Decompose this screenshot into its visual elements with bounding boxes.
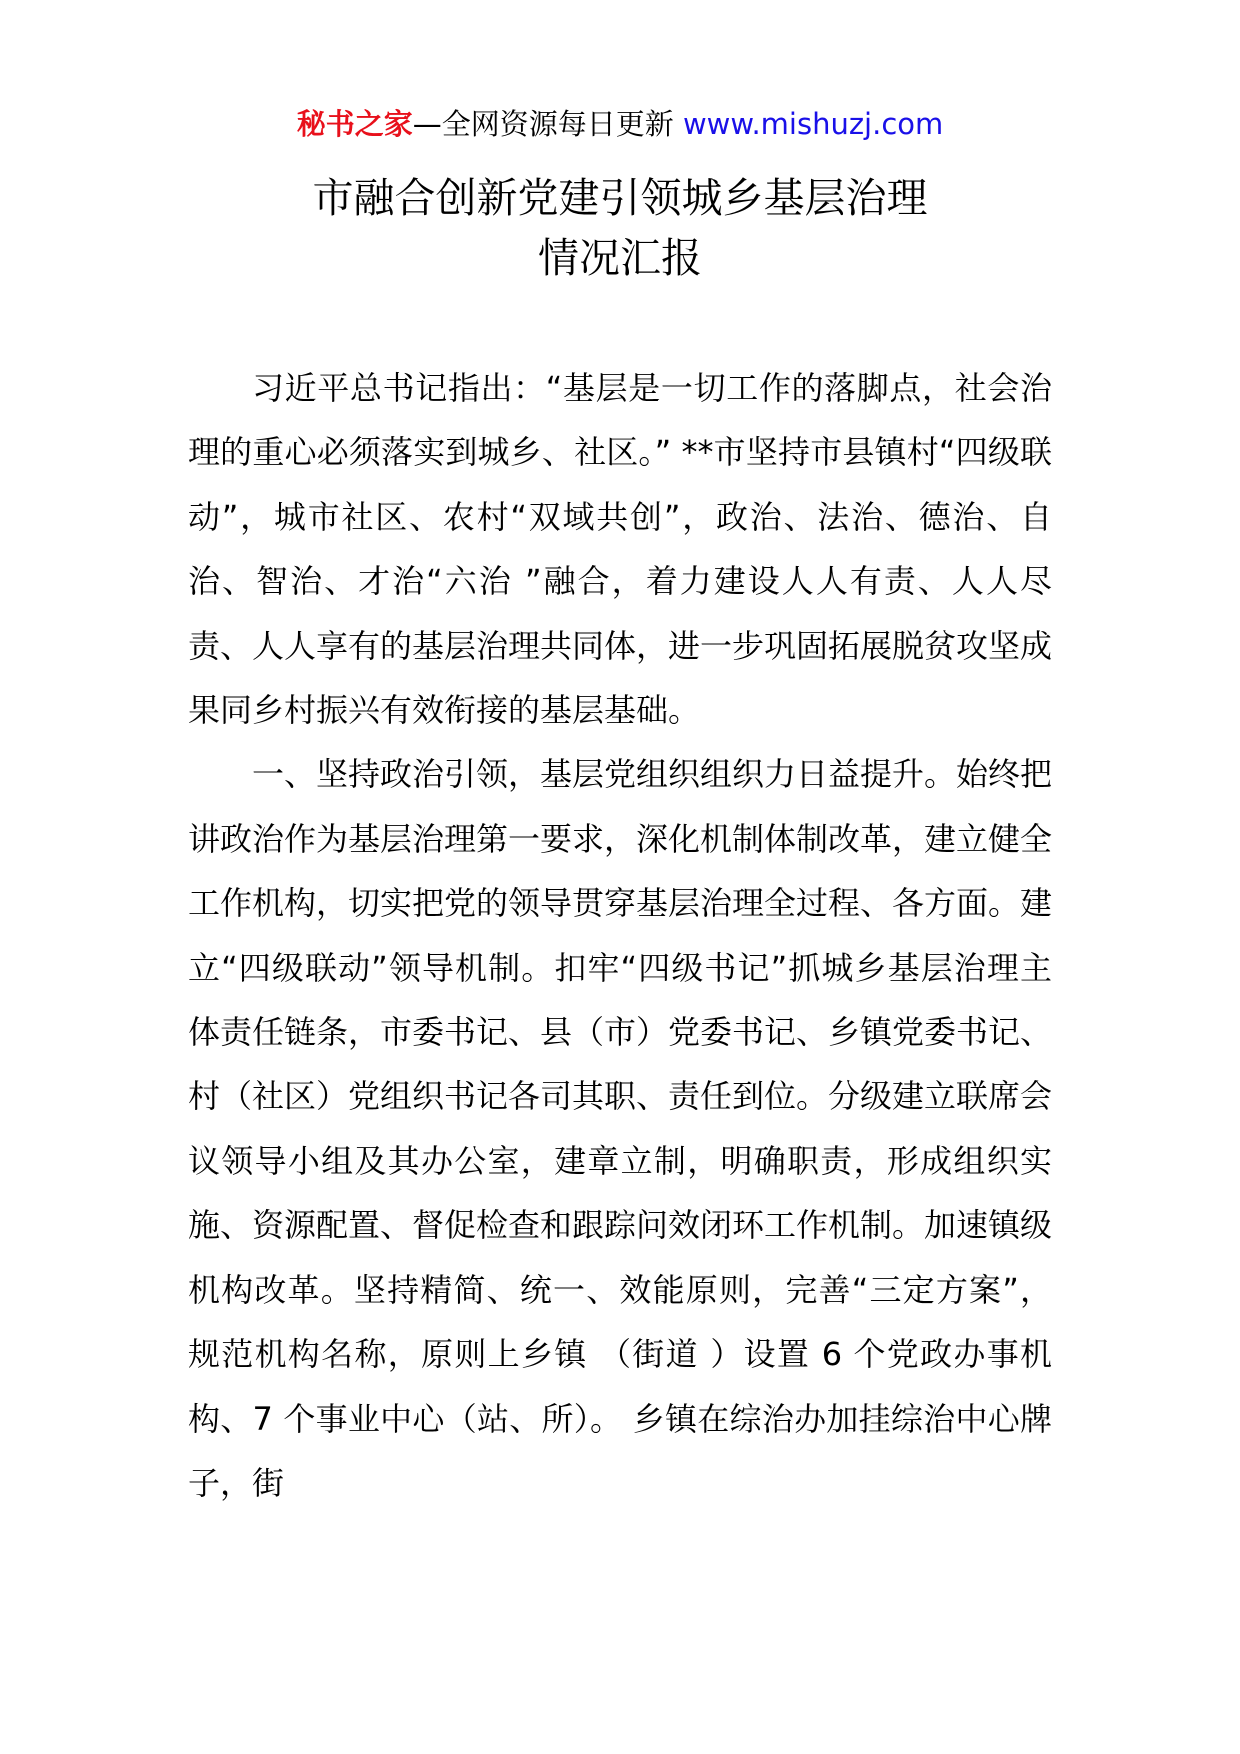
site-url-link[interactable]: www.mishuzj.com xyxy=(682,107,944,141)
header-tagline: —全网资源每日更新 xyxy=(412,107,683,141)
paragraph-section-1: 一、坚持政治引领，基层党组织组织力日益提升。始终把讲政治作为基层治理第一要求，深化机制体制改革，建立健全工作机构，切实把党的领导贯穿基层治理全过程、各方面。建立“四级联动”领导机制。扣牢“四级书记”抓城乡基层治理主体责任链条，市委书记、县（市）党委书记、乡镇党委书记、村（社区）党组织书记各司其职、责任到位。分级建立联席会议领导小组及其办公室，建章立制，明确职责，形成组织实施、资源配置、督促检查和跟踪问效闭环工作机制。加速镇级机构改革。坚持精简、统一、效能原则，完善“三定方案”，规范机构名称，原则上乡镇 （街道 ）设置 6 个党政办事机构、7 个事业中心（站、所）。 乡镇在综治办加挂综治中心牌子，街 xyxy=(188,755,1053,1502)
document-title xyxy=(0,168,1240,288)
paragraph-intro: 习近平总书记指出：“基层是一切工作的落脚点，社会治理的重心必须落实到城乡、社区。” **市坚持市县镇村“四级联动”，城市社区、农村“双域共创”，政治、法治、德治、自治、智治、才治“六治 ”融合，着力建设人人有责、人人尽责、人人享有的基层治理共同体，进一步巩固拓展脱贫攻坚成果同乡村振兴有效衔接的基层基础。 xyxy=(188,369,1053,730)
brand-name: 秘书之家 xyxy=(296,107,413,141)
title-line-1: 市融合创新党建引领城乡基层治理 xyxy=(312,174,928,222)
title-line-2: 情况汇报 xyxy=(538,234,702,282)
document-body xyxy=(188,356,1052,1515)
site-header xyxy=(0,104,1240,144)
